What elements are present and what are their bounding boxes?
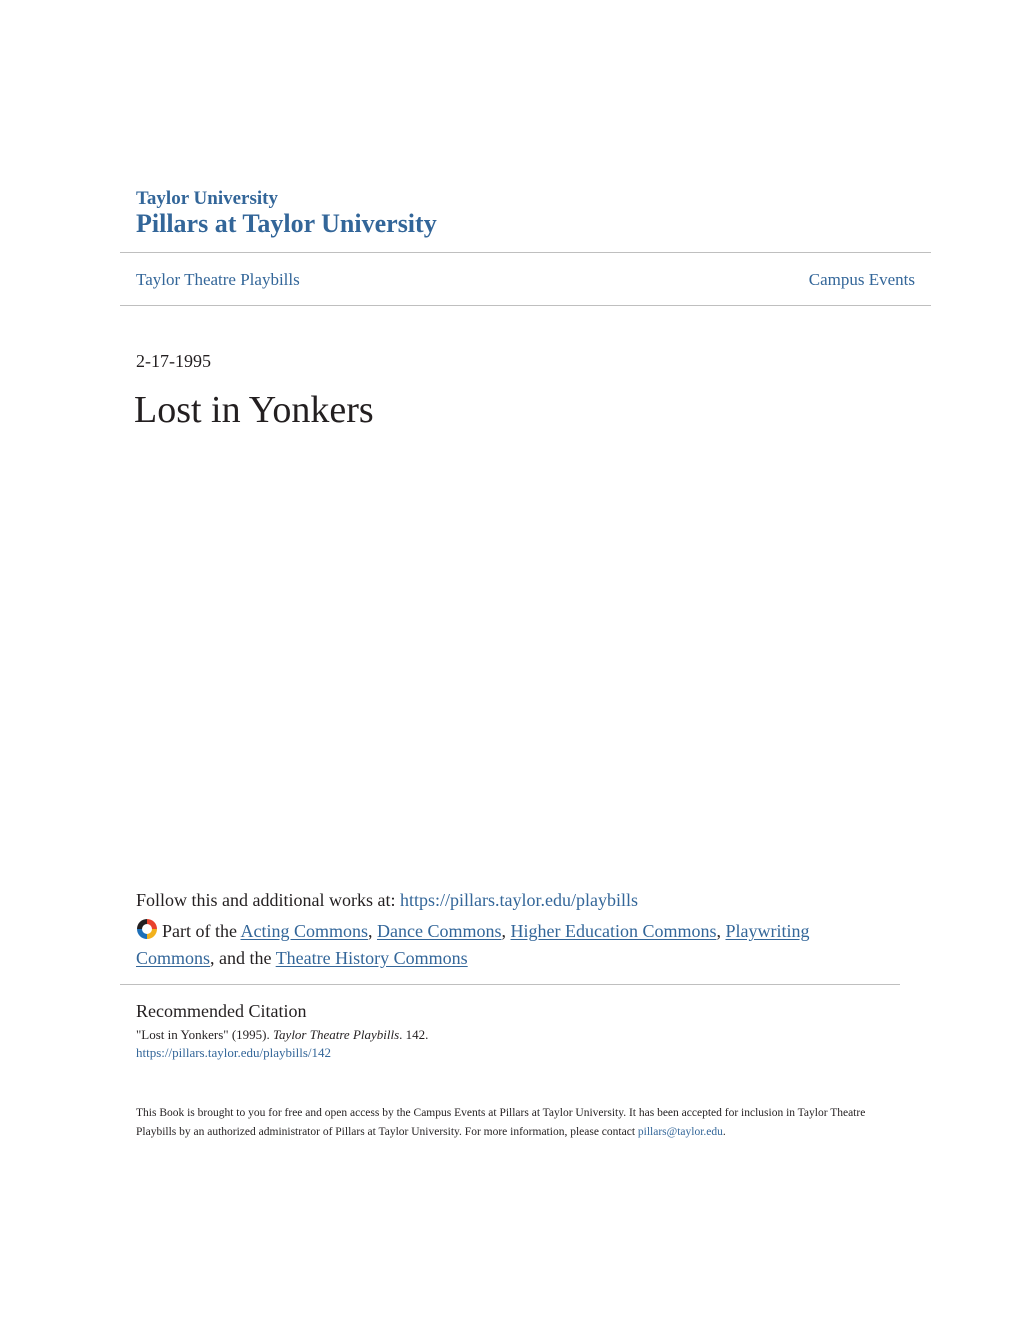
divider-middle <box>120 305 931 306</box>
acting-commons-link[interactable]: Acting Commons <box>240 921 369 941</box>
institution-name[interactable]: Taylor University <box>136 188 278 209</box>
higher-education-commons-link[interactable]: Higher Education Commons <box>510 921 717 941</box>
citation-label: Recommended Citation <box>136 1001 307 1021</box>
citation-series: Taylor Theatre Playbills <box>273 1027 400 1042</box>
divider-top <box>120 252 931 253</box>
follow-url-link[interactable]: https://pillars.taylor.edu/playbills <box>399 890 638 910</box>
part-of-prefix: Part of the <box>162 921 237 941</box>
follow-line <box>136 888 638 912</box>
follow-prefix: Follow this and additional works at: <box>136 890 396 910</box>
contact-email-link[interactable]: pillars@taylor.edu <box>637 1126 723 1138</box>
citation-url-link[interactable]: https://pillars.taylor.edu/playbills/142 <box>136 1045 331 1060</box>
divider-bottom <box>120 984 900 985</box>
bepress-network-icon <box>136 918 158 946</box>
access-statement: This Book is brought to you for free and open access by the Campus Events at Pillars at Taylor University. It has been accepted for inclusion in Taylor Theatre Playbills by an authorized administrator of Pillars at Taylor University. For more information, please contact pillars@taylor.edu. <box>136 1107 866 1138</box>
part-of-commons: Part of the Acting Commons, Dance Commons, Higher Education Commons, Playwriting Commons, and the Theatre History Commons <box>136 918 866 970</box>
series-link[interactable]: Taylor Theatre Playbills <box>136 270 300 289</box>
repository-name[interactable]: Pillars at Taylor University <box>136 209 437 238</box>
theatre-history-commons-link[interactable]: Theatre History Commons <box>275 948 468 968</box>
publication-date: 2-17-1995 <box>136 351 211 371</box>
document-title: Lost in Yonkers <box>134 389 374 431</box>
citation-text: "Lost in Yonkers" (1995). Taylor Theatre Playbills. 142. <box>136 1027 429 1042</box>
playwriting-commons-link[interactable]: Playwriting Commons <box>136 921 810 968</box>
community-link[interactable]: Campus Events <box>808 270 915 289</box>
dance-commons-link[interactable]: Dance Commons <box>377 921 502 941</box>
